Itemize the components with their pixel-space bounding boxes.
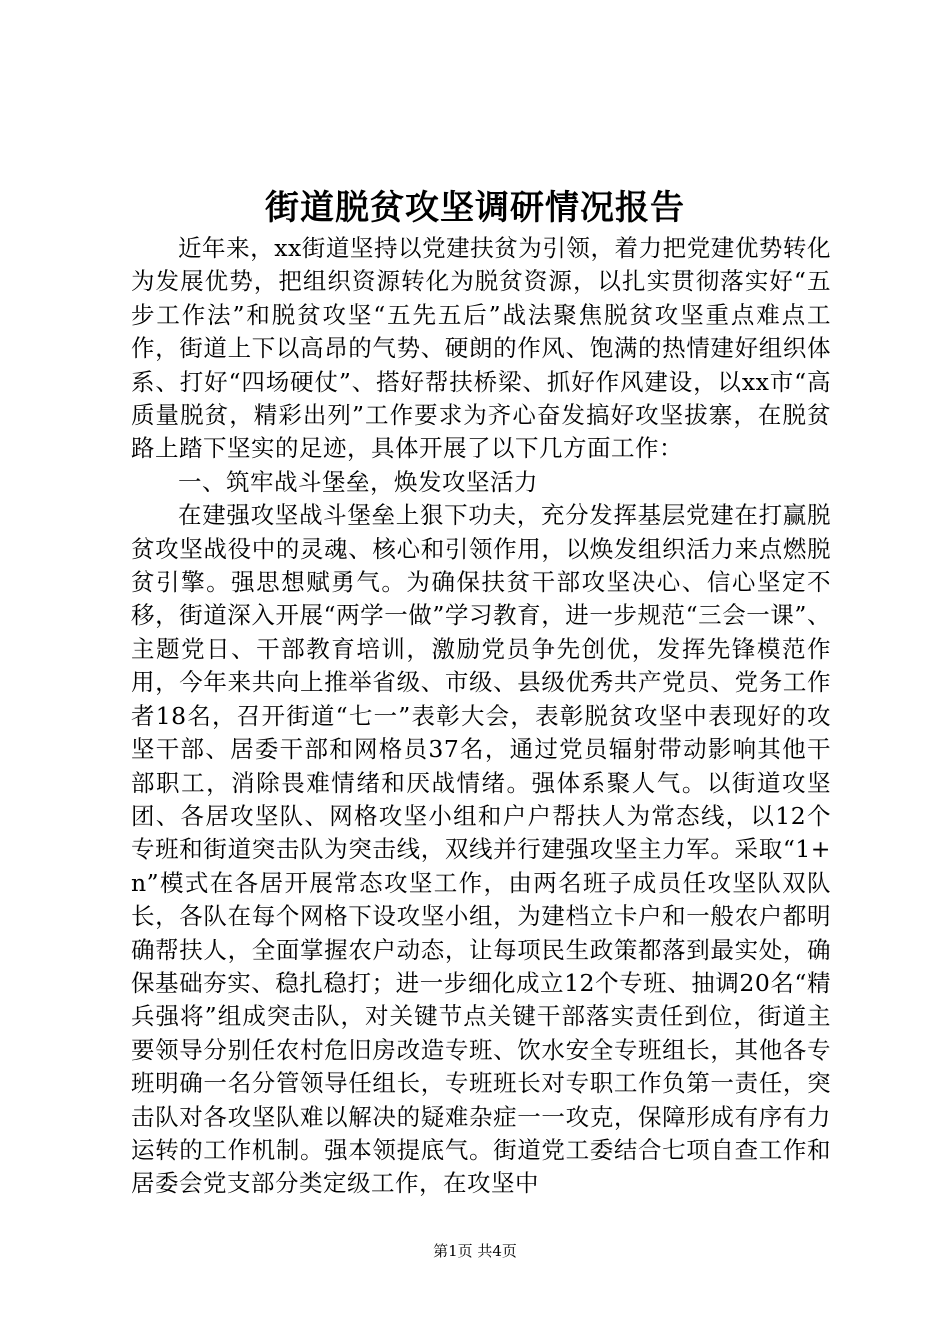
document-title: 街道脱贫攻坚调研情况报告 (265, 188, 685, 228)
paragraph-intro: 近年来，xx街道坚持以党建扶贫为引领，着力把党建优势转化为发展优势，把组织资源转化为脱贫资源，以扎实贯彻落实好“五步工作法”和脱贫攻坚“五先五后”战法聚焦脱贫攻坚重点难点工作，街道上下以高昂的气势、硬朗的作风、饱满的热情建好组织体系、打好“四场硬仗”、搭好帮扶桥梁、抓好作风建设，以xx市“高质量脱贫，精彩出列”工作要求为齐心奋发搞好攻坚拔寨，在脱贫路上踏下坚实的足迹，具体开展了以下几方面工作： (131, 234, 831, 463)
section-heading: 一、筑牢战斗堡垒，焕发攻坚活力 (178, 467, 538, 496)
document-body (131, 232, 831, 1201)
paragraph-section-1: 在建强攻坚战斗堡垒上狠下功夫，充分发挥基层党建在打赢脱贫攻坚战役中的灵魂、核心和引领作用，以焕发组织活力来点燃脱贫引擎。强思想赋勇气。为确保扶贫干部攻坚决心、信心坚定不移，街道深入开展“两学一做”学习教育，进一步规范“三会一课”、主题党日、干部教育培训，激励党员争先创优，发挥先锋模范作用，今年来共向上推举省级、市级、县级优秀共产党员、党务工作者18名，召开街道“七一”表彰大会，表彰脱贫攻坚中表现好的攻坚干部、居委干部和网格员37名，通过党员辐射带动影响其他干部职工，消除畏难情绪和厌战情绪。强体系聚人气。以街道攻坚团、各居攻坚队、网格攻坚小组和户户帮扶人为常态线，以12个专班和街道突击队为突击线，双线并行建强攻坚主力军。采取“1+n”模式在各居开展常态攻坚工作，由两名班子成员任攻坚队双队长，各队在每个网格下设攻坚小组，为建档立卡户和一般农户都明确帮扶人，全面掌握农户动态，让每项民生政策都落到最实处，确保基础夯实、稳扎稳打；进一步细化成立12个专班、抽调20名“精兵强将”组成突击队，对关键节点关键干部落实责任到位，街道主要领导分别任农村危旧房改造专班、饮水安全专班组长，其他各专班明确一名分管领导任组长，专班班长对专职工作负第一责任，突击队对各攻坚队难以解决的疑难杂症一一攻克，保障形成有序有力运转的工作机制。强本领提底气。街道党工委结合七项自查工作和居委会党支部分类定级工作，在攻坚中 (131, 501, 831, 1198)
page-footer: 第1页 共4页 (433, 1242, 517, 1260)
